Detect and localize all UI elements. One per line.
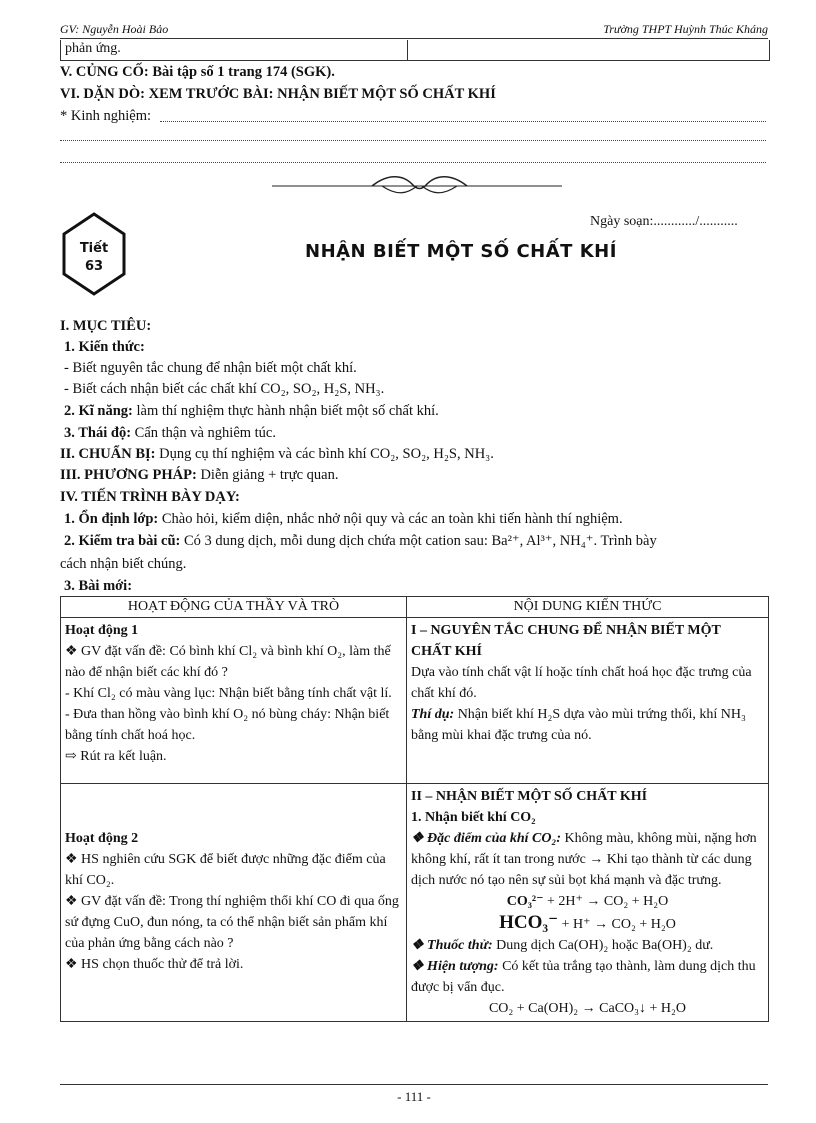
method-label: III. PHƯƠNG PHÁP: <box>60 467 197 483</box>
prep-label: II. CHUẨN BỊ: <box>60 446 156 462</box>
previous-table-cell: phản ứng. <box>65 41 121 56</box>
lesson-table <box>60 596 769 1022</box>
dotted-line <box>60 140 766 141</box>
example-line <box>411 704 764 746</box>
table-row <box>61 784 769 1022</box>
activity-1-cell <box>61 618 407 784</box>
reagent-label: ❖ Thuốc thử: <box>411 938 493 953</box>
step1-text: Chào hỏi, kiểm diện, nhắc nhở nội quy và các an toàn khi tiến hành thí nghiệm. <box>161 511 623 527</box>
section-consolidation: V. CỦNG CỐ: Bài tập số 1 trang 174 (SGK). <box>60 64 335 80</box>
content-text: Dựa vào tính chất vật lí hoặc tính chất hoá học đặc trưng của chất khí đó. <box>411 665 752 701</box>
activity-title: Hoạt động 1 <box>65 623 139 638</box>
date-prepared: Ngày soạn:............/........... <box>590 214 738 229</box>
previous-table-row <box>60 40 770 61</box>
activity-item: ❖ GV đặt vấn đề: Trong thí nghiệm thổi khí CO đi qua ống sứ đựng CuO, đun nóng, ta có thể nhận biết sản phẩm khí của phản ứng bằng cách nào ? <box>65 894 399 951</box>
step3-label: 3. Bài mới: <box>64 578 133 594</box>
phenomenon-line <box>411 956 764 998</box>
attitude-line <box>64 425 276 442</box>
attitude-label: 3. Thái độ: <box>64 425 132 441</box>
step1-line <box>64 511 623 528</box>
example-text: Nhận biết khí H₂S dựa vào mùi trứng thối, khí NH₃ bằng mùi khai đặc trưng của nó. <box>411 707 746 743</box>
dotted-line <box>60 162 766 163</box>
reagent-text: Dung dịch Ca(OH)₂ hoặc Ba(OH)₂ dư. <box>496 938 714 953</box>
phenomenon-text: Có kết tủa trắng tạo thành, làm dung dịch thu được bị vẩn đục. <box>411 959 756 995</box>
feature-line <box>411 828 764 891</box>
section-homework: VI. DẶN DÒ: XEM TRƯỚC BÀI: NHẬN BIẾT MỘT SỐ CHẤT KHÍ <box>60 86 496 102</box>
col-header-content: NỘI DUNG KIẾN THỨC <box>407 597 769 618</box>
col-header-activities: HOẠT ĐỘNG CỦA THẦY VÀ TRÒ <box>61 597 407 618</box>
reagent-line <box>411 935 764 956</box>
content-heading: I – NGUYÊN TẮC CHUNG ĐỂ NHẬN BIẾT MỘT CHẤT KHÍ <box>411 623 721 659</box>
table-row <box>61 618 769 784</box>
page-title: NHẬN BIẾT MỘT SỐ CHẤT KHÍ <box>305 241 617 262</box>
equation-rest: + H⁺ → CO₂ + H₂O <box>561 917 676 932</box>
phenomenon-label: ❖ Hiện tượng: <box>411 959 499 974</box>
prep-text: Dụng cụ thí nghiệm và các bình khí CO₂, SO₂, H₂S, NH₃. <box>159 446 494 462</box>
dotted-line <box>160 121 766 122</box>
feature-label: ❖ Đặc điểm của khí CO₂: <box>411 831 562 846</box>
goals-heading: I. MỤC TIÊU: <box>60 318 152 334</box>
equation-ion: CO₃²⁻ <box>506 894 544 909</box>
page-number: - 111 - <box>60 1084 768 1105</box>
lesson-badge-text <box>62 240 126 276</box>
equation-limewater: CO₂ + Ca(OH)₂ → CaCO₃↓ + H₂O <box>488 1001 687 1016</box>
knowledge-item: - Biết nguyên tắc chung để nhận biết một chất khí. <box>64 360 357 376</box>
equation-ion: HCO₃⁻ <box>499 912 559 933</box>
equation-carbonate <box>411 891 764 912</box>
prep-line <box>60 446 494 463</box>
attitude-text: Cẩn thận và nghiêm túc. <box>134 425 276 441</box>
example-label: Thí dụ: <box>411 707 455 722</box>
process-heading: IV. TIẾN TRÌNH BÀY DẠY: <box>60 489 240 505</box>
activity-item: ⇨ Rút ra kết luận. <box>65 749 167 764</box>
activity-item: ❖ GV đặt vấn đề: Có bình khí Cl₂ và bình khí O₂, làm thế nào để nhận biết các khí đó ? <box>65 644 391 680</box>
lesson-tiet: Tiết <box>79 241 109 256</box>
activity-2-cell <box>61 784 407 1022</box>
step2-label: 2. Kiểm tra bài cũ: <box>64 533 181 549</box>
knowledge-label: 1. Kiến thức: <box>64 339 145 355</box>
step2-text: Có 3 dung dịch, mỗi dung dịch chứa một cation sau: Ba²⁺, Al³⁺, NH₄⁺. Trình bày <box>184 533 657 549</box>
feature-text: Không màu, không mùi, nặng hơn không khí, rất ít tan trong nước → Khi tạo thành từ các dung dịch nước nó tạo nên sự sủi bọt khá mạnh và đặc trưng. <box>411 831 757 888</box>
equation-bicarbonate <box>411 912 764 935</box>
header-teacher: GV: Nguyễn Hoài Bảo <box>60 22 169 36</box>
skill-line <box>64 403 439 420</box>
step2-line <box>64 533 657 550</box>
header-school: Trường THPT Huỳnh Thúc Kháng <box>603 22 768 36</box>
table-divider <box>407 40 408 60</box>
activity-item: ❖ HS nghiên cứu SGK để biết được những đặc điểm của khí CO₂. <box>65 852 386 888</box>
content-2-cell <box>407 784 769 1022</box>
page-header <box>60 22 768 39</box>
content-1-cell <box>407 618 769 784</box>
table-header-row <box>61 597 769 618</box>
equation-rest: + 2H⁺ → CO₂ + H₂O <box>547 894 669 909</box>
content-subheading: 1. Nhận biết khí CO₂ <box>411 810 536 825</box>
activity-item: ❖ HS chọn thuốc thử để trả lời. <box>65 957 244 972</box>
knowledge-item: - Biết cách nhận biết các chất khí CO₂, SO₂, H₂S, NH₃. <box>64 381 385 397</box>
skill-label: 2. Kĩ năng: <box>64 403 133 419</box>
method-text: Diễn giảng + trực quan. <box>200 467 339 483</box>
activity-item: - Đưa than hồng vào bình khí O₂ nó bùng cháy: Nhận biết bằng tính chất hoá học. <box>65 707 390 743</box>
activity-item: - Khí Cl₂ có màu vàng lục: Nhận biết bằng tính chất vật lí. <box>65 686 392 701</box>
ornament-divider <box>262 172 572 196</box>
method-line <box>60 467 338 484</box>
skill-text: làm thí nghiệm thực hành nhận biết một số chất khí. <box>136 403 439 419</box>
experience-label: * Kinh nghiệm: <box>60 108 152 124</box>
step1-label: 1. Ổn định lớp: <box>64 511 159 527</box>
content-heading: II – NHẬN BIẾT MỘT SỐ CHẤT KHÍ <box>411 789 648 804</box>
lesson-number: 63 <box>84 259 104 274</box>
activity-title: Hoạt động 2 <box>65 831 139 846</box>
step2-continued: cách nhận biết chúng. <box>60 556 187 572</box>
